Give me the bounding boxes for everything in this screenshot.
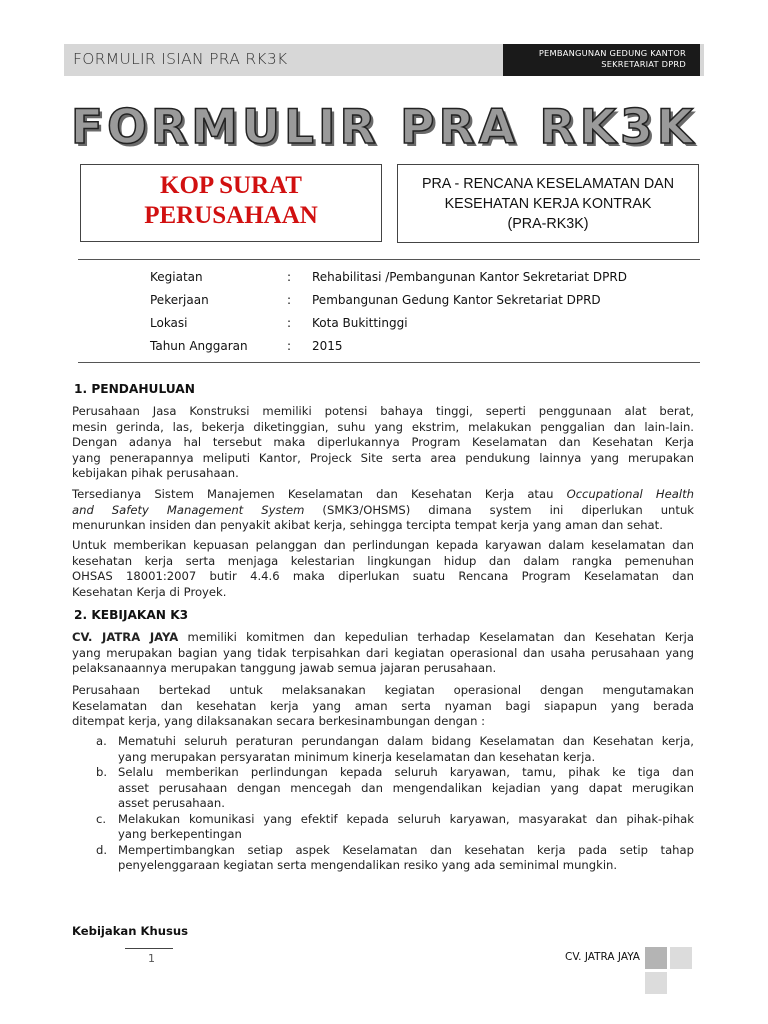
pra-rk3k-box: [397, 164, 699, 243]
header-project-line2: SEKRETARIAT DPRD: [601, 59, 686, 69]
footer-square-decoration: [670, 947, 692, 969]
header-project-box: [503, 44, 700, 76]
section1-paragraph3: [72, 538, 694, 600]
list-item: [96, 765, 694, 812]
list-item: [96, 734, 694, 765]
header-project-line1: PEMBANGUNAN GEDUNG KANTOR: [538, 48, 686, 58]
company-name: CV. JATRA JAYA: [72, 630, 179, 644]
text-line: Mempertimbangkan setiap aspek Keselamatan dan kesehatan kerja pada setip tahap: [118, 842, 694, 857]
text-line: menurunkan insiden dan penyakit akibat kerja, sehingga tercipta tempat kerja yang aman dan sehat.: [72, 518, 663, 532]
text-line: Selalu memberikan perlindungan kepada seluruh karyawan, tamu, pihak ke tiga dan: [118, 765, 694, 779]
info-label: Lokasi: [150, 316, 188, 330]
section1-paragraph2: [72, 487, 694, 534]
info-value: 2015: [312, 339, 343, 353]
pra-line3: (PRA-RK3K): [507, 216, 589, 232]
list-item: [96, 812, 694, 843]
text-line: OHSAS 18001:2007 butir 4.4.6 maka diperlukan suatu Rencana Program Keselamatan dan: [72, 569, 694, 583]
header-title: FORMULIR ISIAN PRA RK3K: [73, 50, 288, 68]
text-line: asset perusahaan dengan mencegah dan mengendalikan kejadian yang dapat merugikan: [118, 780, 694, 795]
text-line: yang merupakan persyaratan minimum kinerja keselamatan dan kesehatan kerja.: [118, 749, 596, 764]
text-line: yang berkepentingan: [118, 827, 242, 841]
info-label: Pekerjaan: [150, 293, 209, 307]
text-line: yang merupakan bagian yang tidak terpisahkan dari kegiatan operasional dan usaha perusahaan yang: [72, 645, 694, 660]
footer-square-decoration: [645, 972, 667, 994]
page-number: 1: [148, 952, 155, 965]
list-marker: a.: [96, 734, 107, 748]
kop-line2: PERUSAHAAN: [144, 202, 318, 229]
kebijakan-khusus-heading: Kebijakan Khusus: [72, 924, 189, 938]
text-fragment: memiliki komitmen dan kepedulian terhadap Keselamatan dan Kesehatan Kerja: [187, 630, 695, 644]
text-line: asset perusahaan.: [118, 796, 225, 810]
section2-heading: 2. KEBIJAKAN K3: [74, 608, 189, 622]
text-line: ditempat kerja, yang dilaksanakan secara berkesinambungan dengan :: [72, 714, 486, 728]
kop-surat-box: [80, 164, 382, 242]
text-line: penyelenggaraan kegiatan serta mengendalikan resiko yang ada seminimal mungkin.: [118, 858, 618, 872]
text-line: kebijakan pihak perusahaan.: [72, 466, 239, 480]
policy-list: [96, 734, 694, 874]
section1-paragraph1: [72, 404, 694, 482]
pra-line2: KESEHATAN KERJA KONTRAK: [444, 196, 652, 212]
text-line: yang penerapannya meliputi Kantor, Projeck Site serta area pendukung lainnya yang merupakan: [72, 450, 694, 465]
list-marker: d.: [96, 842, 108, 857]
text-line: Perusahaan Jasa Konstruksi memiliki potensi bahaya tinggi, seperti penggunaan alat berat,: [72, 404, 694, 418]
info-separator: :: [287, 339, 292, 353]
text-line: Tersedianya Sistem Manajemen Keselamatan dan Kesehatan Kerja atau Occupational Health: [72, 487, 694, 501]
info-top-rule: [78, 259, 700, 260]
info-label: Tahun Anggaran: [150, 339, 248, 353]
info-value: Rehabilitasi /Pembangunan Kantor Sekretariat DPRD: [312, 270, 627, 284]
kop-line1: KOP SURAT: [160, 172, 302, 199]
text-line: Keselamatan dan kesehatan kerja yang aman serta nyaman bagi siapapun yang berada: [72, 698, 694, 713]
info-value: Pembangunan Gedung Kantor Sekretariat DPRD: [312, 293, 601, 307]
text-line: kesehatan kerja serta menjaga kelestarian lingkungan hidup dan dalam rangka pemenuhan: [72, 553, 694, 568]
section2-paragraph2: [72, 683, 694, 730]
info-separator: :: [287, 293, 292, 307]
info-label: Kegiatan: [150, 270, 203, 284]
text-line: Melakukan komunikasi yang efektif kepada seluruh karyawan, masyarakat dan pihak-pihak: [118, 811, 694, 826]
list-marker: b.: [96, 765, 108, 779]
info-separator: :: [287, 316, 292, 330]
text-line: and Safety Management System (SMK3/OHSMS) dimana system ini diperlukan untuk: [72, 502, 695, 517]
footer-company: CV. JATRA JAYA: [565, 951, 640, 963]
info-separator: :: [287, 270, 292, 284]
list-item: [96, 843, 694, 874]
page-number-rule: [125, 948, 173, 949]
text-line: Untuk memberikan kepuasan pelanggan dan perlindungan kepada karyawan dalam keselamatan dan: [72, 538, 694, 552]
text-line: mesin gerinda, las, bekerja diketinggian, suhu yang ekstrim, melakukan penggalian dan lain-lain.: [72, 419, 694, 434]
pra-line1: PRA - RENCANA KESELAMATAN DAN: [421, 176, 675, 192]
text-line: Dengan adanya hal tersebut maka diperlukannya Program Keselamatan dan Kesehatan Kerja: [72, 435, 694, 449]
text-line: [72, 630, 694, 646]
italic-term: and Safety Management System: [72, 502, 305, 517]
text-line: Perusahaan bertekad untuk melaksanakan kegiatan operasional dengan mengutamakan: [72, 683, 694, 697]
footer-square-decoration: [645, 947, 667, 969]
list-marker: c.: [96, 811, 107, 826]
text-line: Kesehatan Kerja di Proyek.: [72, 584, 227, 599]
info-value: Kota Bukittinggi: [312, 316, 408, 330]
text-line: Mematuhi seluruh peraturan perundangan dalam bidang Keselamatan dan Kesehatan kerja,: [118, 734, 694, 748]
section2-paragraph1: [72, 630, 694, 677]
text-line: pelaksanaannya merupakan tanggung jawab semua jajaran perusahaan.: [72, 661, 497, 675]
italic-term: Occupational Health: [566, 487, 694, 501]
info-bottom-rule: [78, 362, 700, 363]
main-title: FORMULIR PRA RK3K: [70, 100, 698, 155]
section1-heading: 1. PENDAHULUAN: [74, 382, 195, 396]
